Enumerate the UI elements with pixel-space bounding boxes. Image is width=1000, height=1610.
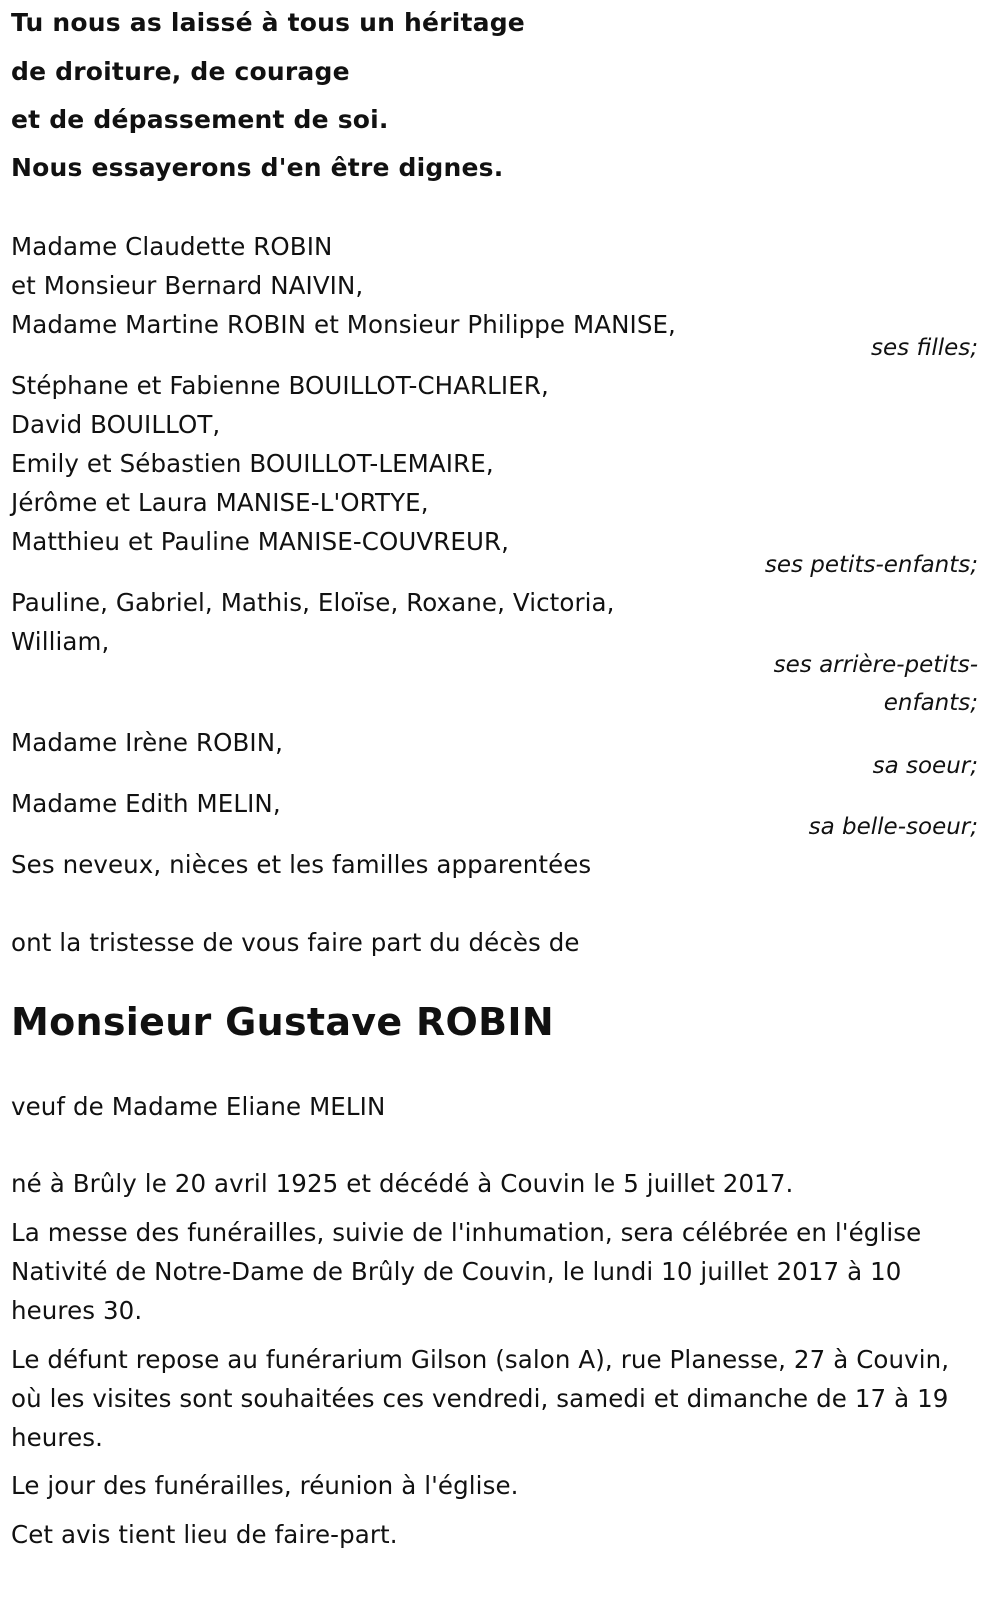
meeting-line: Le jour des funérailles, réunion à l'église. — [11, 1471, 519, 1500]
great-grandchildren-line-2: William, — [11, 627, 110, 656]
great-grandchildren-relation-2: enfants; — [883, 690, 978, 716]
sister-relation: sa soeur; — [872, 753, 978, 779]
grandchildren-relation: ses petits-enfants; — [764, 552, 978, 578]
epitaph-line-3: et de dépassement de soi. — [11, 105, 389, 134]
sister-line: Madame Irène ROBIN, — [11, 728, 284, 757]
families-line: Ses neveux, nièces et les familles apparentées — [11, 850, 592, 879]
epitaph-line-2: de droiture, de courage — [11, 57, 350, 86]
epitaph-line-4: Nous essayerons d'en être dignes. — [11, 153, 504, 182]
sister-in-law-relation: sa belle-soeur; — [808, 814, 978, 840]
epitaph-line-1: Tu nous as laissé à tous un héritage — [11, 8, 525, 37]
great-grandchildren-line-1: Pauline, Gabriel, Mathis, Eloïse, Roxane, Victoria, — [11, 588, 615, 617]
daughters-line-3: Madame Martine ROBIN et Monsieur Philippe MANISE, — [11, 310, 676, 339]
grandchildren-line-5: Matthieu et Pauline MANISE-COUVREUR, — [11, 527, 510, 556]
grandchildren-line-2: David BOUILLOT, — [11, 410, 221, 439]
notice-line: Cet avis tient lieu de faire-part. — [11, 1520, 398, 1549]
funeral-home-paragraph: Le défunt repose au funérarium Gilson (salon A), rue Planesse, 27 à Couvin, où les visites sont souhaitées ces vendredi, samedi et dimanche de 17 à 19 heures. — [11, 1345, 950, 1452]
widower-line: veuf de Madame Eliane MELIN — [11, 1092, 386, 1121]
daughters-line-1: Madame Claudette ROBIN — [11, 232, 333, 261]
great-grandchildren-relation-1: ses arrière-petits- — [773, 652, 978, 678]
birth-death-line: né à Brûly le 20 avril 1925 et décédé à Couvin le 5 juillet 2017. — [11, 1169, 794, 1198]
announcement-line: ont la tristesse de vous faire part du décès de — [11, 928, 580, 957]
mass-paragraph: La messe des funérailles, suivie de l'inhumation, sera célébrée en l'église Nativité de Notre-Dame de Brûly de Couvin, le lundi 10 juillet 2017 à 10 heures 30. — [11, 1218, 922, 1325]
grandchildren-line-1: Stéphane et Fabienne BOUILLOT-CHARLIER, — [11, 371, 549, 400]
daughters-line-2: et Monsieur Bernard NAIVIN, — [11, 271, 364, 300]
grandchildren-line-3: Emily et Sébastien BOUILLOT-LEMAIRE, — [11, 449, 494, 478]
grandchildren-line-4: Jérôme et Laura MANISE-L'ORTYE, — [11, 488, 429, 517]
daughters-relation: ses filles; — [871, 335, 978, 361]
deceased-name: Monsieur Gustave ROBIN — [11, 1000, 554, 1044]
sister-in-law-line: Madame Edith MELIN, — [11, 789, 281, 818]
